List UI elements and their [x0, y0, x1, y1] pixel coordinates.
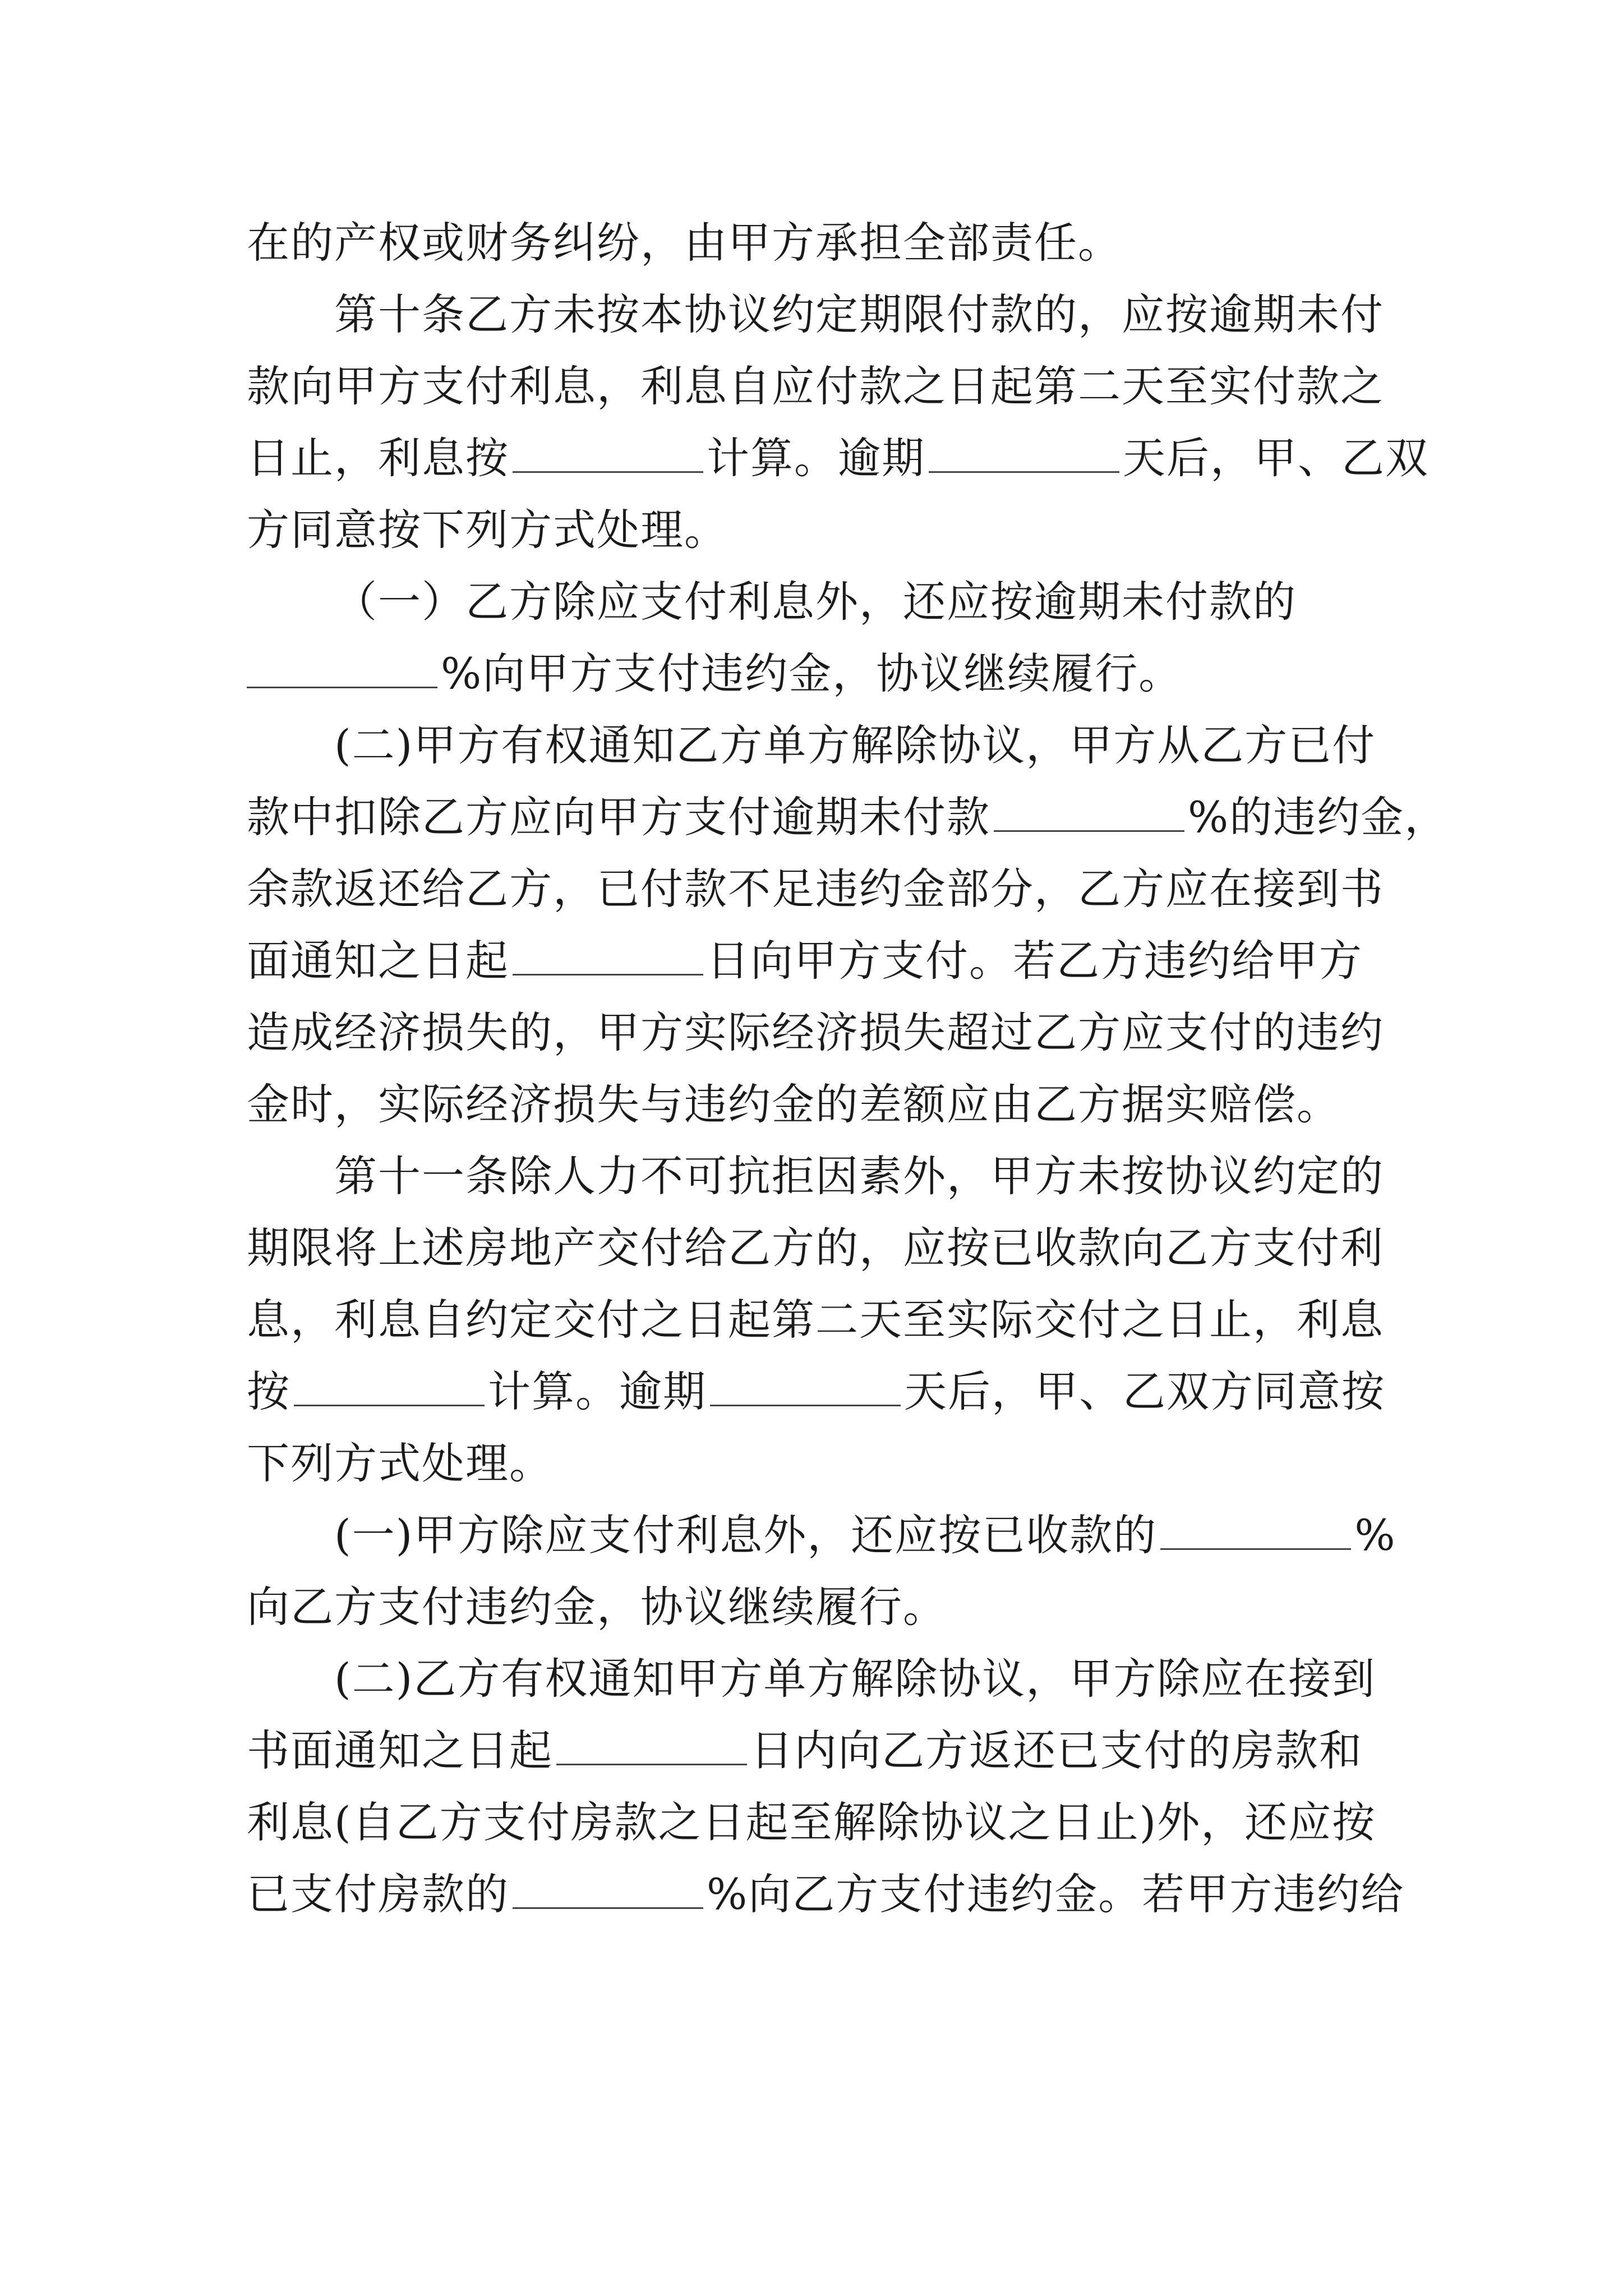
text-line: [247, 422, 1429, 494]
text-segment: 日向甲方支付。若乙方违约给甲方: [707, 936, 1363, 986]
fill-blank: [994, 830, 1184, 832]
fill-blank: [556, 1763, 747, 1765]
text-segment: 利息(自乙方支付房款之日起至解除协议之日止)外，还应按: [247, 1797, 1376, 1847]
text-segment: 余款返还给乙方，已付款不足违约金部分，乙方应在接到书: [247, 864, 1384, 914]
text-segment: 天后，甲、乙双: [1123, 433, 1429, 483]
fill-blank: [1160, 1548, 1351, 1550]
text-segment: 已支付房款的: [247, 1869, 509, 1919]
fill-blank: [513, 1907, 703, 1909]
text-segment: 向乙方支付违约金，协议继续履行。: [247, 1582, 947, 1632]
text-segment: 第十条乙方未按本协议约定期限付款的，应按逾期未付: [334, 289, 1384, 339]
text-segment: 下列方式处理。: [247, 1438, 553, 1488]
text-segment: 天后，甲、乙双方同意按: [904, 1366, 1385, 1416]
text-line: [247, 351, 1391, 422]
text-segment: 计算。逾期: [488, 1366, 707, 1416]
text-line: [247, 1858, 1405, 1930]
text-segment: %向甲方支付违约金，协议继续履行。: [441, 648, 1183, 698]
text-segment: 面通知之日起: [247, 936, 509, 986]
fill-blank: [513, 973, 703, 976]
text-segment: 按: [247, 1366, 291, 1416]
text-segment: (一)甲方除应支付利息外，还应按已收款的: [334, 1510, 1158, 1560]
text-segment: (二)甲方有权通知乙方单方解除协议，甲方从乙方已付: [334, 720, 1376, 770]
text-line: [247, 638, 1391, 710]
text-segment: (二)乙方有权通知甲方单方解除协议，甲方除应在接到: [334, 1654, 1376, 1704]
text-line: [247, 853, 1391, 925]
paragraph-start-line: [334, 1499, 1396, 1571]
text-line: [247, 781, 1449, 853]
paragraph-start-line: [334, 1140, 1391, 1212]
text-line: [247, 1212, 1391, 1284]
text-segment: 期限将上述房地产交付给乙方的，应按已收款向乙方支付利: [247, 1223, 1384, 1273]
paragraph-start-line: [334, 566, 1391, 638]
text-line: [247, 1787, 1391, 1858]
text-segment: 造成经济损失的，甲方实际经济损失超过乙方应支付的违约: [247, 1007, 1384, 1057]
fill-blank: [247, 686, 437, 688]
text-segment: 日止，利息按: [247, 433, 509, 483]
text-segment: 息，利息自约定交付之日起第二天至实际交付之日止，利息: [247, 1295, 1384, 1345]
text-segment: 方同意按下列方式处理。: [247, 505, 728, 555]
text-segment: 第十一条除人力不可抗拒因素外，甲方未按协议约定的: [334, 1151, 1384, 1201]
text-segment: %: [1354, 1510, 1396, 1560]
text-segment: 在的产权或财务纠纷，由甲方承担全部责任。: [247, 218, 1122, 268]
fill-blank: [513, 471, 703, 473]
text-segment: 计算。逾期: [707, 433, 925, 483]
fill-blank: [294, 1404, 485, 1406]
fill-blank: [710, 1404, 901, 1406]
fill-blank: [929, 471, 1119, 473]
text-segment: 款中扣除乙方应向甲方支付逾期未付款: [247, 792, 990, 842]
paragraph-start-line: [334, 710, 1391, 781]
text-segment: %的违约金，: [1188, 792, 1449, 842]
text-segment: 书面通知之日起: [247, 1726, 553, 1775]
paragraph-start-line: [334, 279, 1391, 351]
text-line: [247, 925, 1391, 997]
text-segment: 日内向乙方返还已支付的房款和: [750, 1726, 1363, 1775]
text-line: [247, 494, 1391, 566]
text-segment: %向乙方支付违约金。若甲方违约给: [707, 1869, 1405, 1919]
text-line: [247, 1571, 1391, 1643]
text-line: [247, 997, 1391, 1069]
text-line: [247, 1069, 1391, 1140]
text-line: [247, 1715, 1391, 1787]
text-segment: 金时，实际经济损失与违约金的差额应由乙方据实赔偿。: [247, 1079, 1340, 1129]
text-segment: 款向甲方支付利息，利息自应付款之日起第二天至实付款之: [247, 361, 1384, 411]
text-line: [247, 207, 1391, 279]
text-line: [247, 1428, 1391, 1499]
text-line: [247, 1356, 1391, 1428]
text-segment: （一）乙方除应支付利息外，还应按逾期未付款的: [334, 577, 1297, 627]
text-line: [247, 1284, 1391, 1356]
paragraph-start-line: [334, 1643, 1391, 1715]
